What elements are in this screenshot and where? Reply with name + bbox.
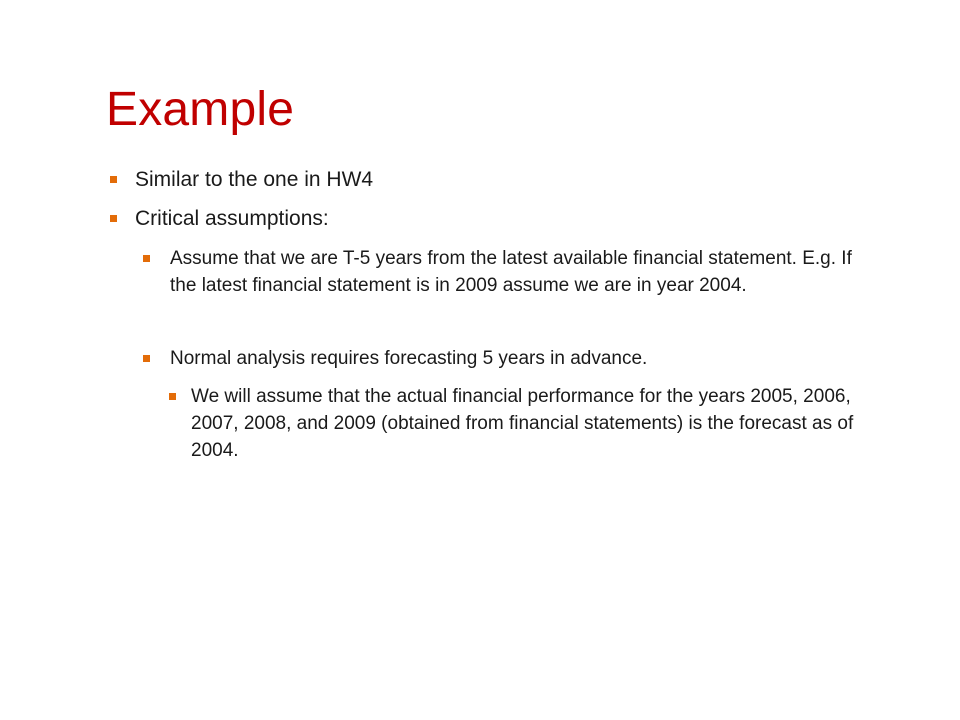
bullet-item-2 [110, 205, 870, 233]
bullet-item-3 [143, 245, 863, 299]
bullet-item-1 [110, 166, 870, 194]
slide-title: Example [106, 83, 295, 136]
bullet-item-4 [143, 345, 863, 372]
bullet-text-4: Normal analysis requires forecasting 5 years in advance. [170, 348, 648, 369]
square-bullet-icon [143, 255, 150, 262]
bullet-text-2: Critical assumptions: [135, 207, 329, 230]
bullet-text-1: Similar to the one in HW4 [135, 168, 374, 191]
square-bullet-icon [169, 393, 176, 400]
square-bullet-icon [143, 355, 150, 362]
bullet-text-5: We will assume that the actual financial performance for the years 2005, 2006, 2007, 2008, and 2009 (obtained from financial statements) is the forecast as of 2004. [191, 386, 854, 461]
square-bullet-icon [110, 215, 117, 222]
bullet-item-5 [169, 383, 869, 464]
bullet-text-3: Assume that we are T-5 years from the latest available financial statement. E.g. If the latest financial statement is in 2009 assume we are in year 2004. [170, 248, 852, 296]
square-bullet-icon [110, 176, 117, 183]
